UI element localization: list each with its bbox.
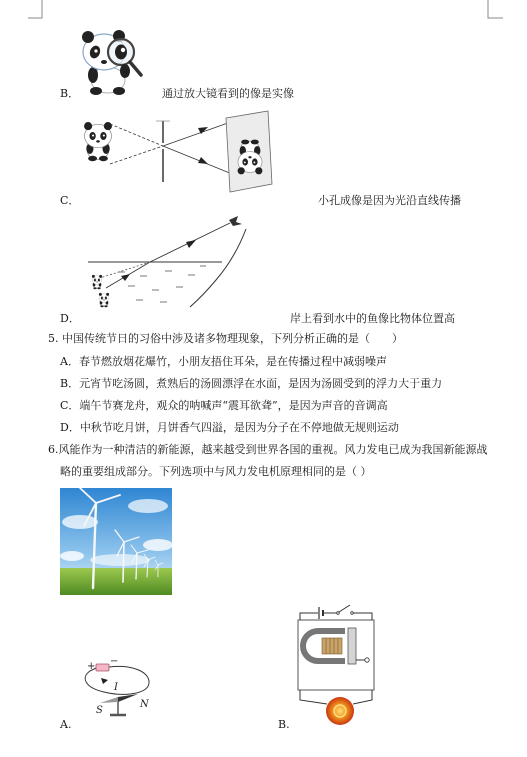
q5-option-d-letter: D． [60,421,80,434]
panda-magnifier-figure [82,30,141,95]
crop-mark-top-right [488,0,503,18]
q5-option-a-text: 春节燃放烟花爆竹，小朋友捂住耳朵，是在传播过程中减弱噪声 [78,355,387,368]
q5-option-c-text: 端午节赛龙舟，观众的呐喊声“震耳欲聋”，是因为声音的音调高 [79,399,388,412]
needle-north-half [118,694,138,702]
battery-icon [96,664,109,671]
option-b-electromagnet-figure [298,605,374,725]
q5-option-d-text: 中秋节吃月饼，月饼香气四溢，是因为分子在不停地做无规则运动 [79,421,399,434]
q4-option-b-text: 通过放大镜看到的像是实像 [162,87,294,100]
q6-stem-line-2: 略的重要组成部分。下列选项中与风力发电机原理相同的是（ ） [60,465,372,478]
q4-option-b-letter: B． [60,87,80,100]
q5-option-c-letter: C． [60,399,80,412]
q6-stem-line-1: 6.风能作为一种清洁的新能源，越来越受到世界各国的重视。风力发电已成为我国新能源战 [48,443,488,456]
label-minus: − [110,656,119,667]
label-plus: + [87,661,96,672]
label-current: I [114,682,118,693]
q5-option-a [60,355,387,368]
q5-option-b-letter: B． [60,377,80,390]
q6-option-b-letter: B. [278,718,290,731]
q4-option-c-text: 小孔成像是因为光沿直线传播 [318,194,461,207]
q5-stem: 5. 中国传统节日的习俗中涉及诸多物理现象，下列分析正确的是（ ） [48,332,403,345]
q4-option-b [60,87,79,100]
q4-option-d [60,312,80,325]
q5-option-d [60,421,399,434]
label-south: S [96,705,103,716]
q5-option-c [60,399,388,412]
water-refraction-figure [88,216,246,307]
q4-option-d-text: 岸上看到水中的鱼像比物体位置高 [290,312,455,325]
needle-south-half [100,697,118,703]
q6-option-a-letter: A. [60,718,72,731]
q5-option-a-letter: A． [60,355,79,368]
label-north: N [140,699,149,710]
q4-option-d-letter: D． [60,312,80,325]
q5-option-b-text: 元宵节吃汤圆，煮熟后的汤圆漂浮在水面，是因为汤圆受到的浮力大于重力 [79,377,443,390]
option-a-circuit-figure [85,656,150,716]
q4-option-c [60,194,79,207]
bulb-icon [326,697,354,725]
q5-option-b [60,377,442,390]
pinhole-imaging-figure [84,111,272,192]
q4-option-c-letter: C． [60,194,80,207]
wind-turbine-photo [60,488,173,595]
crop-mark-top-left [28,0,42,18]
